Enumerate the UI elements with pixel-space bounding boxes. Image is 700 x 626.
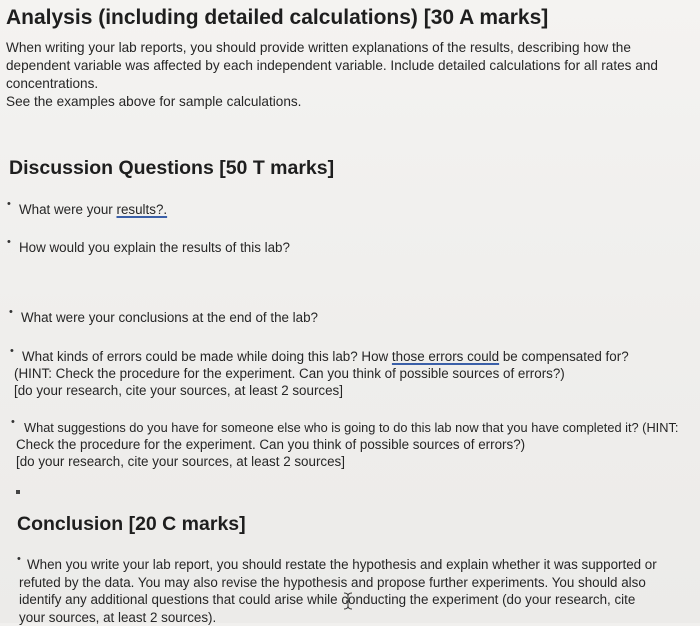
question-suggestions-hint: Check the procedure for the experiment. Can you think of possible sources of errors?) <box>16 437 526 452</box>
analysis-heading: Analysis (including detailed calculations) [30 A marks] <box>6 6 549 29</box>
results-link[interactable]: results?. <box>116 202 168 217</box>
text-cursor-icon <box>343 592 353 610</box>
conclusion-heading: Conclusion [20 C marks] <box>17 513 246 535</box>
question-errors-research: [do your research, cite your sources, at least 2 sources] <box>14 383 343 398</box>
errors-link[interactable]: those errors could <box>391 349 500 364</box>
question-suggestions: What suggestions do you have for someone else who is going to do this lab now that you have completed it? (HINT: Check the procedure for the experiment. Can you think of possible sources of errors?) [do your research, cite your sources, at least 2 sources] <box>16 420 679 469</box>
question-explain: How would you explain the results of this lab? <box>19 240 290 255</box>
question-text: What were your <box>19 202 117 217</box>
bullet-icon: • <box>9 306 13 318</box>
bullet-icon: • <box>11 416 15 428</box>
bullet-icon: • <box>17 553 21 565</box>
question-conclusions: What were your conclusions at the end of the lab? <box>21 310 319 325</box>
question-errors-hint: (HINT: Check the procedure for the experiment. Can you think of possible sources of errors?) <box>14 366 565 381</box>
analysis-examples-note: See the examples above for sample calculations. <box>6 94 302 109</box>
bullet-icon: • <box>10 345 14 357</box>
discussion-heading: Discussion Questions [50 T marks] <box>9 157 335 179</box>
conclusion-text: When you write your lab report, you should restate the hypothesis and explain whether it was supported or refuted by the data. You may also revise the hypothesis and propose further experiments. You should also identify any additional questions that could arise while conducting the experiment (do your research, cite your sources, at least 2 sources). <box>19 557 657 625</box>
question-suggestions-research: [do your research, cite your sources, at least 2 sources] <box>16 454 345 469</box>
analysis-intro <box>6 39 692 111</box>
empty-bullet-icon <box>16 490 20 494</box>
bullet-icon: • <box>7 236 11 248</box>
bullet-icon: • <box>7 198 11 210</box>
question-errors: What kinds of errors could be made while doing this lab? How those errors could be compensated for? (HINT: Check the procedure for the experiment. Can you think of possible sources of errors?) [do your research, cite your sources, at least 2 sources] <box>14 349 629 398</box>
question-results <box>19 201 167 218</box>
analysis-paragraph: When writing your lab reports, you should provide written explanations of the results, describing how the dependent variable was affected by each independent variable. Include detailed calculations for all rates and concentrations. <box>6 40 658 91</box>
